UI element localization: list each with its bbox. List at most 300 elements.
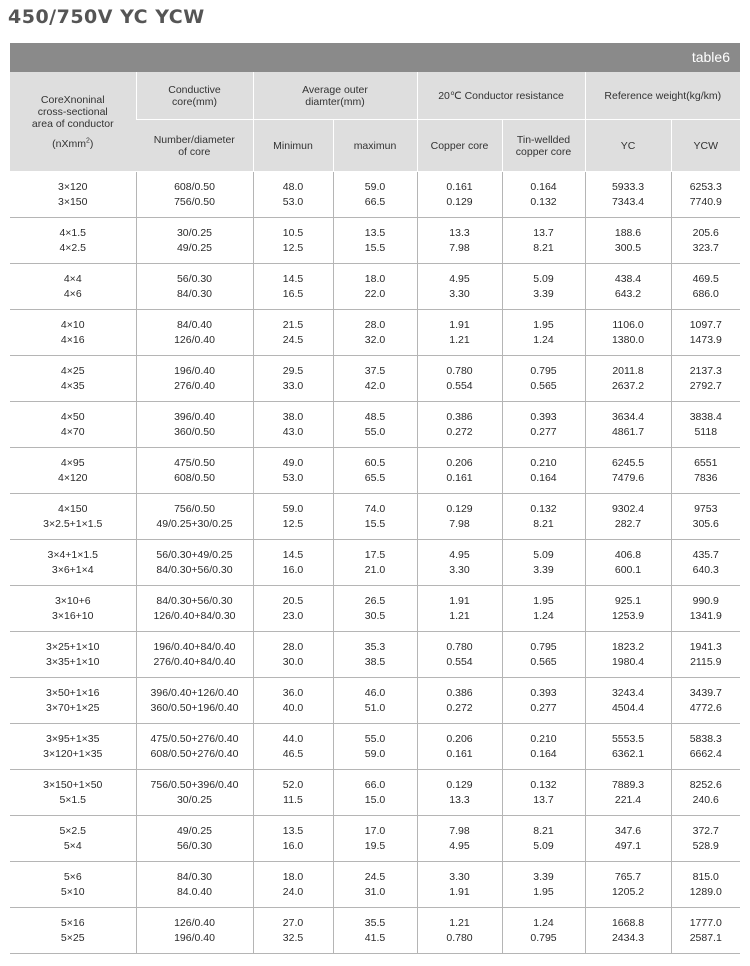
- cell-core-area-value: 4×95: [60, 456, 85, 469]
- cell-weight-ycw-value: 640.3: [692, 563, 719, 576]
- cell-resistance-copper: [417, 448, 502, 494]
- cell-resistance-copper-value: 3.30: [449, 287, 470, 300]
- cell-resistance-tin-value: 0.132: [530, 502, 557, 515]
- cell-core-area: [10, 264, 136, 310]
- cell-diameter-min-value: 28.0: [282, 640, 304, 653]
- cell-diameter-min: [253, 448, 333, 494]
- cell-weight-yc-value: 1823.2: [611, 640, 645, 653]
- cell-core-area-value: 4×6: [63, 287, 82, 300]
- cell-weight-yc-value: 2434.3: [611, 931, 645, 944]
- cell-weight-ycw-value: 5838.3: [689, 732, 722, 745]
- cell-diameter-min-value: 24.0: [282, 885, 304, 898]
- cell-resistance-copper-value: 0.129: [446, 778, 473, 791]
- cell-diameter-min-value: 29.5: [282, 364, 304, 377]
- cell-diameter-min: [253, 586, 333, 632]
- cell-weight-ycw-value: 2587.1: [689, 931, 722, 944]
- table-row: [10, 632, 740, 678]
- cell-diameter-min: [253, 862, 333, 908]
- cell-weight-ycw: [671, 816, 740, 862]
- cell-resistance-copper-value: 3.30: [449, 563, 470, 576]
- cell-core-area: [10, 402, 136, 448]
- cell-weight-ycw-value: 7836: [694, 471, 718, 484]
- cell-resistance-tin-value: 0.132: [530, 195, 557, 208]
- cell-resistance-tin-value: 5.09: [533, 839, 554, 852]
- cell-resistance-tin: [502, 770, 585, 816]
- cell-resistance-tin-value: 1.95: [533, 318, 554, 331]
- cell-diameter-min-value: 46.5: [282, 747, 304, 760]
- cell-resistance-copper: [417, 862, 502, 908]
- cell-conductive-core-value: 30/0.25: [176, 793, 213, 806]
- table-row: [10, 494, 740, 540]
- cell-diameter-max-value: 22.0: [364, 287, 386, 300]
- cell-resistance-tin: [502, 218, 585, 264]
- cell-conductive-core-value: 360/0.50: [174, 425, 215, 438]
- cell-conductive-core-value: 196/0.40: [174, 364, 215, 377]
- cell-conductive-core-value: 196/0.40+84/0.40: [153, 640, 236, 653]
- cell-diameter-min-value: 48.0: [282, 180, 304, 193]
- cell-diameter-min-value: 33.0: [282, 379, 304, 392]
- cell-core-area-value: 5×6: [63, 870, 82, 883]
- cell-resistance-copper-value: 0.554: [446, 655, 473, 668]
- cell-diameter-max: [333, 770, 417, 816]
- cell-resistance-copper-value: 0.161: [446, 180, 473, 193]
- header-core-unit-suffix: ): [89, 137, 94, 150]
- cell-resistance-tin-value: 1.24: [533, 916, 554, 929]
- cell-weight-ycw-value: 990.9: [692, 594, 719, 607]
- cell-resistance-tin-value: 0.565: [530, 379, 557, 392]
- cell-core-area: [10, 356, 136, 402]
- cell-core-area-value: 3×4+1×1.5: [47, 548, 98, 561]
- cell-resistance-tin-value: 1.24: [533, 333, 554, 346]
- cell-core-area-value: 4×150: [58, 502, 88, 515]
- cell-resistance-copper: [417, 310, 502, 356]
- cell-resistance-tin-value: 0.210: [530, 732, 557, 745]
- cell-conductive-core-value: 30/0.25: [176, 226, 213, 239]
- cell-diameter-min: [253, 908, 333, 954]
- cell-conductive-core: [136, 586, 253, 632]
- cell-diameter-min-value: 10.5: [282, 226, 304, 239]
- cell-conductive-core-value: 56/0.30: [176, 272, 213, 285]
- cell-resistance-copper: [417, 172, 502, 218]
- cell-diameter-max-value: 31.0: [364, 885, 386, 898]
- page-title: 450/750V YC YCW: [8, 6, 205, 28]
- cell-diameter-max: [333, 678, 417, 724]
- cell-core-area-value: 3×25+1×10: [46, 640, 100, 653]
- cell-weight-ycw-value: 815.0: [692, 870, 719, 883]
- cell-diameter-min-value: 36.0: [282, 686, 304, 699]
- cell-diameter-max: [333, 172, 417, 218]
- cell-diameter-max: [333, 264, 417, 310]
- cell-resistance-copper-value: 0.129: [446, 502, 473, 515]
- cell-diameter-max-value: 48.5: [364, 410, 386, 423]
- cell-resistance-copper: [417, 264, 502, 310]
- cell-weight-yc-value: 1253.9: [611, 609, 645, 622]
- cell-resistance-tin: [502, 448, 585, 494]
- cell-weight-ycw-value: 1941.3: [689, 640, 722, 653]
- cell-weight-yc: [585, 448, 671, 494]
- cell-conductive-core: [136, 816, 253, 862]
- cell-core-area-value: 3×70+1×25: [46, 701, 100, 714]
- cell-weight-yc-value: 643.2: [614, 287, 642, 300]
- table-row: [10, 908, 740, 954]
- cell-core-area-value: 5×10: [60, 885, 85, 898]
- cell-resistance-copper-value: 4.95: [449, 272, 470, 285]
- table-row: [10, 356, 740, 402]
- cell-conductive-core-value: 84/0.30: [176, 287, 213, 300]
- cell-weight-yc: [585, 770, 671, 816]
- cell-resistance-copper-value: 0.161: [446, 471, 473, 484]
- header-minimum: Minimun: [253, 120, 333, 172]
- cell-resistance-tin-value: 1.95: [533, 594, 554, 607]
- cell-weight-yc-value: 9302.4: [611, 502, 645, 515]
- cell-core-area: [10, 908, 136, 954]
- cell-resistance-copper: [417, 678, 502, 724]
- cell-resistance-copper-value: 0.780: [446, 364, 473, 377]
- cell-weight-yc-value: 300.5: [614, 241, 642, 254]
- cell-resistance-copper-value: 7.98: [449, 517, 470, 530]
- cell-weight-yc-value: 4861.7: [611, 425, 645, 438]
- cell-weight-yc-value: 7343.4: [611, 195, 645, 208]
- cell-weight-yc-value: 347.6: [614, 824, 642, 837]
- cell-conductive-core: [136, 172, 253, 218]
- table-row: [10, 724, 740, 770]
- cell-resistance-tin: [502, 540, 585, 586]
- cell-resistance-copper: [417, 356, 502, 402]
- cell-resistance-tin-value: 5.09: [533, 548, 554, 561]
- cell-resistance-tin-value: 1.95: [533, 885, 554, 898]
- cell-resistance-copper: [417, 218, 502, 264]
- cell-conductive-core-value: 360/0.50+196/0.40: [150, 701, 239, 714]
- header-conductive-core: Conductive core(mm): [136, 72, 253, 120]
- cell-conductive-core: [136, 402, 253, 448]
- cell-resistance-tin-value: 8.21: [533, 824, 554, 837]
- cell-resistance-copper-value: 0.780: [446, 931, 473, 944]
- cell-conductive-core: [136, 264, 253, 310]
- cell-weight-ycw-value: 305.6: [692, 517, 719, 530]
- cell-conductive-core-value: 276/0.40+84/0.40: [153, 655, 236, 668]
- cell-core-area-value: 4×50: [60, 410, 85, 423]
- cell-conductive-core-value: 126/0.40+84/0.30: [153, 609, 236, 622]
- cell-diameter-max: [333, 356, 417, 402]
- cell-diameter-min-value: 24.5: [282, 333, 304, 346]
- cell-diameter-min-value: 53.0: [282, 471, 304, 484]
- cell-diameter-max-value: 60.5: [364, 456, 386, 469]
- cell-diameter-max-value: 59.0: [364, 180, 386, 193]
- cell-conductive-core-value: 756/0.50: [174, 502, 215, 515]
- cell-core-area-value: 5×4: [63, 839, 82, 852]
- cell-resistance-tin-value: 0.795: [530, 640, 557, 653]
- cell-weight-yc-value: 1980.4: [611, 655, 645, 668]
- cell-resistance-tin-value: 8.21: [533, 517, 554, 530]
- cell-diameter-max-value: 65.5: [364, 471, 386, 484]
- cell-weight-ycw-value: 6551: [694, 456, 718, 469]
- cell-diameter-min: [253, 816, 333, 862]
- cell-diameter-max: [333, 448, 417, 494]
- cell-diameter-max: [333, 724, 417, 770]
- cell-core-area: [10, 218, 136, 264]
- cell-weight-ycw: [671, 494, 740, 540]
- cell-diameter-max: [333, 816, 417, 862]
- cell-core-area-value: 5×1.5: [59, 793, 87, 806]
- cell-weight-ycw-value: 7740.9: [689, 195, 722, 208]
- cell-resistance-tin: [502, 862, 585, 908]
- cell-core-area: [10, 448, 136, 494]
- cell-weight-ycw: [671, 218, 740, 264]
- cell-conductive-core-value: 756/0.50+396/0.40: [150, 778, 239, 791]
- cell-weight-yc: [585, 586, 671, 632]
- cell-resistance-copper-value: 0.161: [446, 747, 473, 760]
- cell-core-area-value: 3×2.5+1×1.5: [43, 517, 103, 530]
- cell-weight-yc: [585, 494, 671, 540]
- cell-diameter-min-value: 52.0: [282, 778, 304, 791]
- cell-weight-yc: [585, 816, 671, 862]
- cell-diameter-min: [253, 770, 333, 816]
- cell-diameter-max-value: 26.5: [364, 594, 386, 607]
- cell-resistance-tin-value: 0.164: [530, 747, 557, 760]
- cell-weight-yc-value: 497.1: [614, 839, 642, 852]
- cell-conductive-core: [136, 310, 253, 356]
- cell-weight-yc-value: 7889.3: [611, 778, 645, 791]
- cell-diameter-min-value: 53.0: [282, 195, 304, 208]
- cell-diameter-max-value: 55.0: [364, 425, 386, 438]
- header-core-unit-sup: 2: [85, 137, 90, 144]
- cell-core-area: [10, 724, 136, 770]
- cell-core-area-value: 3×10+6: [54, 594, 91, 607]
- cell-resistance-copper-value: 1.91: [449, 885, 470, 898]
- cell-weight-yc: [585, 632, 671, 678]
- cell-resistance-copper-value: 13.3: [449, 793, 470, 806]
- cell-diameter-min: [253, 356, 333, 402]
- cell-core-area-value: 4×4: [63, 272, 82, 285]
- cell-diameter-min-value: 12.5: [282, 517, 304, 530]
- cell-resistance-copper-value: 0.780: [446, 640, 473, 653]
- header-resistance: 20℃ Conductor resistance: [417, 72, 585, 120]
- header-core-area-label: CoreXnoninal cross-sectional area of conductor: [31, 93, 114, 130]
- cell-resistance-tin-value: 0.132: [530, 778, 557, 791]
- cell-weight-yc: [585, 218, 671, 264]
- cell-weight-yc-value: 1668.8: [611, 916, 645, 929]
- cell-weight-yc-value: 7479.6: [611, 471, 645, 484]
- cell-core-area-value: 3×6+1×4: [51, 563, 94, 576]
- cell-resistance-copper-value: 1.91: [449, 594, 470, 607]
- header-reference-weight: Reference weight(kg/km): [585, 72, 740, 120]
- cell-diameter-min-value: 32.5: [282, 931, 304, 944]
- table-row: [10, 586, 740, 632]
- cell-weight-yc-value: 221.4: [614, 793, 642, 806]
- cell-weight-yc-value: 188.6: [614, 226, 642, 239]
- cell-core-area-value: 4×2.5: [59, 241, 87, 254]
- cell-resistance-copper: [417, 724, 502, 770]
- cell-diameter-max-value: 15.0: [364, 793, 386, 806]
- cell-resistance-copper-value: 1.21: [449, 333, 470, 346]
- cell-weight-yc: [585, 540, 671, 586]
- cell-conductive-core: [136, 862, 253, 908]
- cell-diameter-max-value: 15.5: [364, 517, 386, 530]
- cell-core-area-value: 4×35: [60, 379, 85, 392]
- cell-weight-ycw: [671, 402, 740, 448]
- cell-resistance-tin: [502, 724, 585, 770]
- cell-core-area-value: 5×2.5: [59, 824, 87, 837]
- cell-resistance-tin: [502, 908, 585, 954]
- cell-core-area: [10, 632, 136, 678]
- cell-diameter-max-value: 41.5: [364, 931, 386, 944]
- cell-core-area-value: 3×95+1×35: [46, 732, 100, 745]
- cell-diameter-max-value: 35.3: [364, 640, 386, 653]
- cell-diameter-min: [253, 218, 333, 264]
- cell-conductive-core-value: 475/0.50: [174, 456, 215, 469]
- cell-weight-yc: [585, 724, 671, 770]
- cell-weight-yc-value: 5553.5: [611, 732, 645, 745]
- cell-diameter-max-value: 46.0: [364, 686, 386, 699]
- cell-conductive-core: [136, 678, 253, 724]
- cell-diameter-min-value: 16.5: [282, 287, 304, 300]
- cell-resistance-copper-value: 0.386: [446, 686, 473, 699]
- cell-core-area: [10, 586, 136, 632]
- cell-weight-yc: [585, 908, 671, 954]
- cell-resistance-tin-value: 0.795: [530, 364, 557, 377]
- cell-resistance-tin: [502, 586, 585, 632]
- table-row: [10, 770, 740, 816]
- cell-conductive-core-value: 396/0.40+126/0.40: [150, 686, 239, 699]
- cell-weight-ycw-value: 4772.6: [689, 701, 722, 714]
- cell-diameter-min-value: 18.0: [282, 870, 304, 883]
- cell-weight-ycw: [671, 310, 740, 356]
- cell-resistance-copper: [417, 402, 502, 448]
- cell-core-area-value: 3×16+10: [52, 609, 94, 622]
- cell-resistance-copper-value: 0.554: [446, 379, 473, 392]
- cell-weight-ycw: [671, 172, 740, 218]
- cell-conductive-core: [136, 494, 253, 540]
- cell-weight-ycw: [671, 862, 740, 908]
- cell-resistance-copper: [417, 908, 502, 954]
- cell-core-area: [10, 770, 136, 816]
- cell-conductive-core-value: 84/0.30+56/0.30: [156, 594, 233, 607]
- cell-weight-yc: [585, 264, 671, 310]
- cell-resistance-tin: [502, 678, 585, 724]
- cell-resistance-tin: [502, 356, 585, 402]
- cell-weight-yc-value: 600.1: [614, 563, 642, 576]
- cell-resistance-copper: [417, 632, 502, 678]
- cell-diameter-min: [253, 540, 333, 586]
- cell-diameter-max-value: 24.5: [364, 870, 386, 883]
- header-core-area: [10, 72, 136, 172]
- cell-weight-ycw-value: 5118: [694, 425, 718, 438]
- cell-resistance-copper-value: 4.95: [449, 839, 470, 852]
- cell-core-area: [10, 862, 136, 908]
- cell-resistance-tin-value: 0.393: [530, 410, 557, 423]
- cell-resistance-copper-value: 0.206: [446, 456, 473, 469]
- cell-diameter-max-value: 32.0: [364, 333, 386, 346]
- cell-conductive-core: [136, 632, 253, 678]
- table-header: [10, 72, 740, 172]
- cell-core-area-value: 4×70: [60, 425, 85, 438]
- table-row: [10, 448, 740, 494]
- cell-resistance-tin-value: 0.393: [530, 686, 557, 699]
- cell-resistance-tin: [502, 816, 585, 862]
- cell-diameter-min: [253, 494, 333, 540]
- cell-weight-ycw-value: 2115.9: [690, 655, 722, 668]
- cell-conductive-core: [136, 724, 253, 770]
- table-row: [10, 172, 740, 218]
- cell-diameter-min: [253, 310, 333, 356]
- cell-resistance-tin-value: 1.24: [533, 609, 554, 622]
- cell-resistance-tin: [502, 402, 585, 448]
- cell-resistance-copper-value: 0.272: [446, 701, 473, 714]
- cell-resistance-tin-value: 3.39: [533, 870, 554, 883]
- cell-core-area-value: 4×25: [60, 364, 85, 377]
- header-number-diameter: Number/diameter of core: [136, 120, 253, 172]
- cell-diameter-min-value: 27.0: [282, 916, 304, 929]
- cell-diameter-min-value: 30.0: [282, 655, 304, 668]
- cell-weight-ycw: [671, 678, 740, 724]
- cell-diameter-min-value: 40.0: [282, 701, 304, 714]
- cell-weight-ycw-value: 3838.4: [689, 410, 722, 423]
- cell-diameter-max: [333, 218, 417, 264]
- cell-core-area: [10, 540, 136, 586]
- cell-conductive-core-value: 49/0.25+30/0.25: [156, 517, 233, 530]
- cell-resistance-tin-value: 5.09: [533, 272, 554, 285]
- cell-diameter-max-value: 74.0: [364, 502, 386, 515]
- cell-weight-ycw-value: 1341.9: [689, 609, 722, 622]
- cell-resistance-copper: [417, 770, 502, 816]
- cell-weight-yc: [585, 862, 671, 908]
- cell-core-area: [10, 494, 136, 540]
- cell-conductive-core-value: 126/0.40: [174, 916, 215, 929]
- cell-resistance-copper-value: 7.98: [449, 824, 470, 837]
- cell-conductive-core: [136, 770, 253, 816]
- cell-diameter-min: [253, 678, 333, 724]
- cell-weight-yc: [585, 172, 671, 218]
- cell-resistance-copper-value: 0.206: [446, 732, 473, 745]
- cell-core-area-value: 3×50+1×16: [46, 686, 100, 699]
- cell-diameter-max-value: 21.0: [364, 563, 386, 576]
- cell-resistance-copper: [417, 816, 502, 862]
- cell-diameter-min-value: 13.5: [282, 824, 304, 837]
- cell-resistance-copper-value: 13.3: [449, 226, 470, 239]
- cell-weight-yc: [585, 402, 671, 448]
- cell-weight-ycw: [671, 908, 740, 954]
- cell-conductive-core-value: 475/0.50+276/0.40: [150, 732, 239, 745]
- cell-weight-ycw-value: 6662.4: [689, 747, 722, 760]
- cell-weight-ycw-value: 2792.7: [689, 379, 722, 392]
- header-core-unit-prefix: (nXmm: [52, 137, 86, 150]
- cell-conductive-core-value: 49/0.25: [176, 241, 213, 254]
- cell-diameter-max: [333, 862, 417, 908]
- cell-resistance-copper: [417, 494, 502, 540]
- cell-core-area-value: 4×10: [60, 318, 85, 331]
- cell-diameter-max-value: 28.0: [364, 318, 386, 331]
- header-weight-ycw: YCW: [671, 120, 740, 172]
- cell-conductive-core-value: 84/0.30+56/0.30: [156, 563, 233, 576]
- cell-diameter-max-value: 66.0: [364, 778, 386, 791]
- header-weight-yc: YC: [585, 120, 671, 172]
- cell-core-area-value: 4×16: [60, 333, 85, 346]
- cell-resistance-tin-value: 3.39: [533, 287, 554, 300]
- cell-weight-ycw-value: 2137.3: [689, 364, 722, 377]
- cell-weight-yc-value: 6245.5: [611, 456, 645, 469]
- cell-weight-yc-value: 765.7: [614, 870, 642, 883]
- cell-weight-ycw: [671, 356, 740, 402]
- cell-weight-ycw-value: 469.5: [692, 272, 719, 285]
- header-outer-diameter: Average outer diamter(mm): [253, 72, 417, 120]
- table-row: [10, 402, 740, 448]
- cell-weight-ycw: [671, 770, 740, 816]
- cell-core-area-value: 4×1.5: [59, 226, 87, 239]
- cell-diameter-min-value: 21.5: [282, 318, 304, 331]
- cell-weight-ycw-value: 686.0: [692, 287, 719, 300]
- cell-diameter-max-value: 15.5: [364, 241, 386, 254]
- cell-weight-ycw-value: 372.7: [692, 824, 719, 837]
